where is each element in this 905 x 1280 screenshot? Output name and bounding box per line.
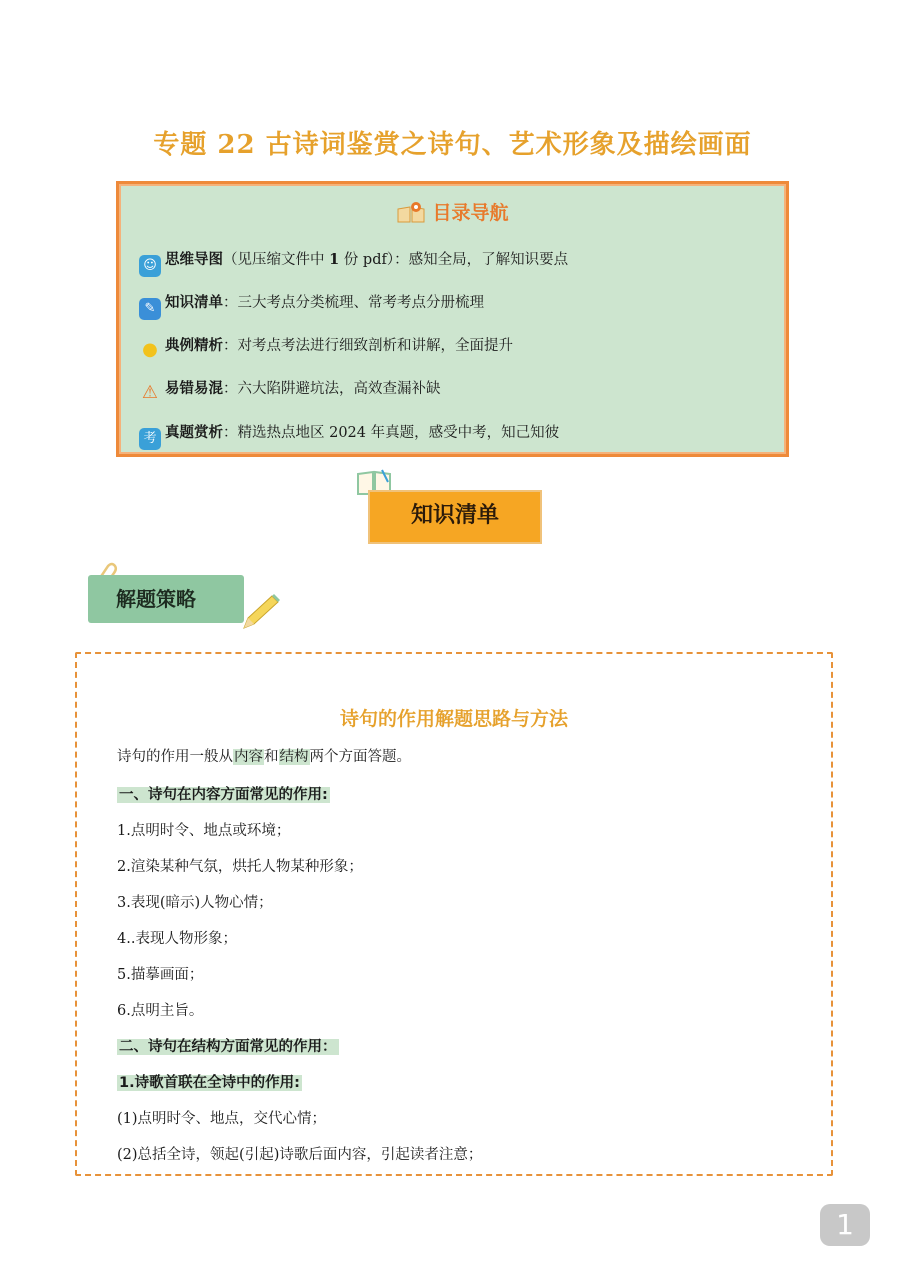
nav-item-label: 思维导图 [165,252,223,268]
nav-item-text-bold: 1 [329,251,340,268]
nav-heading-text: 目录导航 [432,202,509,224]
nav-item-real-exams[interactable] [139,420,559,446]
page-title: 专题 22 古诗词鉴赏之诗句、艺术形象及描绘画面 [153,130,752,160]
pencil-icon [238,592,282,632]
warning-icon: ⚠ [141,382,159,403]
list-item: 5.描摹画面； [117,967,204,983]
intro-text: 和 [264,749,279,765]
nav-item-pitfalls[interactable] [139,376,441,402]
list-item: 6.点明主旨。 [117,1003,204,1019]
section-title: 诗句的作用解题思路与方法 [339,708,568,730]
nav-item-text: （见压缩文件中 [223,252,330,268]
list-item: (2)总括全诗，领起(引起)诗歌后面内容，引起读者注意； [117,1147,483,1163]
heading-content-functions [117,784,330,806]
list-item: 1.点明时令、地点或环境； [117,823,291,839]
intro-text: 两个方面答题。 [309,749,411,765]
pencil-badge-icon: ✎ [139,298,161,320]
exam-icon: 考 [139,428,161,450]
directory-nav-box [116,181,789,457]
section-tag-strategy: 解题策略 [88,575,244,623]
list-item: 3.表现(暗示)人物心情； [117,895,273,911]
heading-structure-functions [117,1036,339,1058]
nav-item-label: 真题赏析 [165,425,223,441]
subheading-text: 1.诗歌首联在全诗中的作用: [119,1075,300,1091]
nav-item-examples[interactable] [139,333,513,359]
lightbulb-icon: ● [142,339,158,360]
strategy-content-box [75,652,833,1176]
nav-heading [119,198,786,225]
heading-text: 一、诗句在内容方面常见的作用: [119,787,328,803]
list-item: (1)点明时令、地点，交代心情； [117,1111,327,1127]
heading-text: 二、诗句在结构方面常见的作用： [119,1039,337,1055]
nav-item-text: ：对考点考法进行细致剖析和讲解，全面提升 [223,338,513,354]
nav-item-text: ：三大考点分类梳理、常考考点分册梳理 [223,295,484,311]
intro-line [117,746,411,768]
page-number-badge: 1 [820,1204,870,1246]
map-pin-book-icon [396,201,426,223]
nav-item-mindmap[interactable] [139,247,568,273]
nav-item-text: 份 pdf）：感知全局，了解知识要点 [339,252,569,268]
nav-item-label: 易错易混 [165,381,223,397]
list-item: 2.渲染某种气氛，烘托人物某种形象； [117,859,363,875]
highlight-content: 内容 [234,749,263,765]
nav-item-knowledge[interactable] [139,290,484,316]
intro-text: 诗句的作用一般从 [117,749,233,765]
nav-item-text: ：精选热点地区 2024 年真题，感受中考，知己知彼 [223,425,560,441]
nav-item-label: 知识清单 [165,295,223,311]
subheading-first-couplet [117,1072,302,1094]
nav-item-text: ：六大陷阱避坑法，高效查漏补缺 [223,381,441,397]
brain-icon: ☺ [139,255,161,277]
highlight-structure: 结构 [279,749,309,765]
nav-item-label: 典例精析 [165,338,223,354]
section-tag-knowledge-list: 知识清单 [368,490,542,544]
list-item: 4..表现人物形象； [117,931,237,947]
